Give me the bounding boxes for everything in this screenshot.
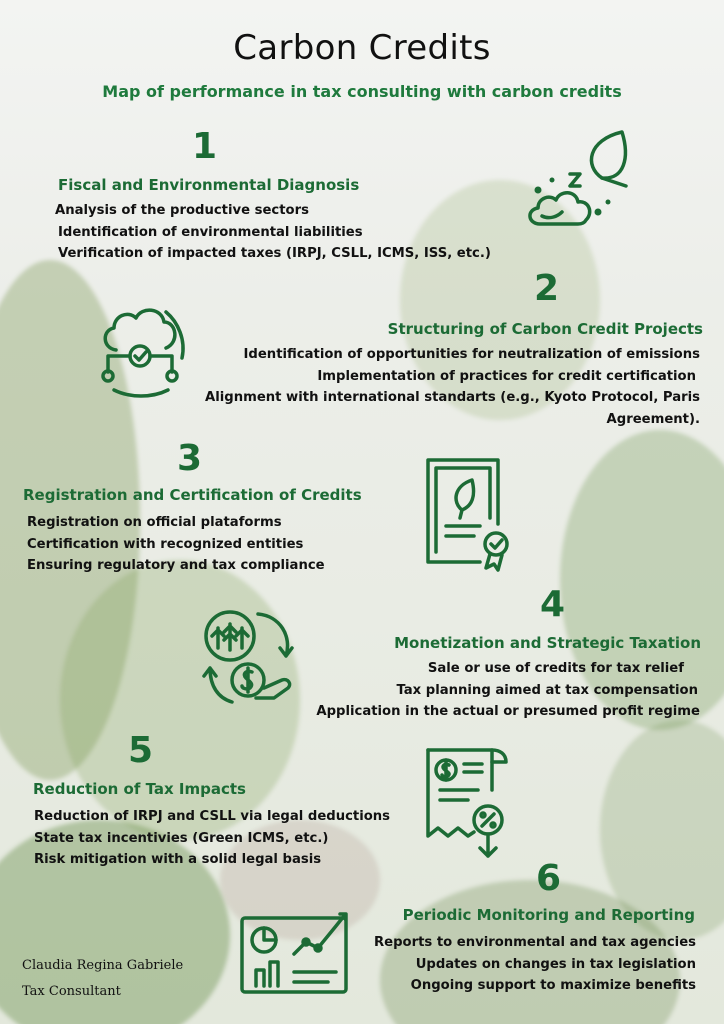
section-title-6: Periodic Monitoring and Reporting (402, 906, 695, 924)
list-item: Ongoing support to maximize benefits (410, 978, 696, 993)
list-item: Reduction of IRPJ and CSLL via legal deductions (34, 809, 391, 824)
author-name: Claudia Regina Gabriele (22, 958, 184, 973)
section-title-5: Reduction of Tax Impacts (33, 780, 246, 798)
section-items-2 (205, 344, 700, 430)
list-item: Ensuring regulatory and tax compliance (27, 558, 325, 573)
section-number-1: 1 (192, 126, 218, 167)
list-item: Alignment with international standarts (e.g., Kyoto Protocol, Paris (205, 390, 700, 405)
section-title-3: Registration and Certification of Credits (23, 486, 362, 504)
analytics-dashboard-icon (236, 906, 356, 996)
list-item: Risk mitigation with a solid legal basis (34, 852, 322, 867)
list-item: Verification of impacted taxes (IRPJ, CSLL, ICMS, ISS, etc.) (58, 246, 491, 261)
leaf-cloud-icon (522, 128, 640, 240)
section-number-5: 5 (128, 730, 154, 771)
list-item: Identification of opportunities for neutralization of emissions (243, 347, 700, 362)
section-items-3 (27, 512, 325, 577)
section-items-6 (374, 932, 696, 997)
list-item: Identification of environmental liabilities (58, 224, 363, 240)
list-item: Updates on changes in tax legislation (415, 956, 696, 972)
section-items-4 (316, 658, 700, 723)
list-item: Tax planning aimed at tax compensation (396, 682, 698, 698)
list-item: Agreement). (606, 411, 700, 427)
list-item: Registration on official plataforms (27, 515, 282, 530)
certificate-leaf-icon (420, 452, 516, 572)
section-number-6: 6 (536, 858, 562, 899)
list-item: Sale or use of credits for tax relief (427, 661, 684, 676)
cloud-network-check-icon (90, 298, 190, 398)
list-item: State tax incentivies (Green ICMS, etc.) (34, 830, 329, 846)
list-item: Implementation of practices for credit certification (317, 368, 696, 384)
page-subtitle: Map of performance in tax consulting with carbon credits (102, 82, 622, 101)
section-items-1 (55, 200, 491, 265)
list-item: Certification with recognized entities (27, 536, 304, 552)
section-number-3: 3 (177, 438, 203, 479)
section-title-4: Monetization and Strategic Taxation (394, 634, 701, 652)
section-number-2: 2 (534, 268, 560, 309)
page-title: Carbon Credits (233, 28, 491, 68)
section-title-1: Fiscal and Environmental Diagnosis (58, 176, 360, 194)
trees-money-cycle-icon (196, 606, 300, 710)
list-item: Application in the actual or presumed profit regime (316, 704, 700, 719)
section-title-2: Structuring of Carbon Credit Projects (387, 320, 703, 338)
author-role: Tax Consultant (22, 984, 121, 999)
list-item: Analysis of the productive sectors (55, 203, 309, 218)
list-item: Reports to environmental and tax agencies (373, 935, 696, 950)
section-items-5 (34, 806, 390, 871)
section-number-4: 4 (540, 584, 566, 625)
tax-receipt-discount-icon (420, 744, 514, 862)
